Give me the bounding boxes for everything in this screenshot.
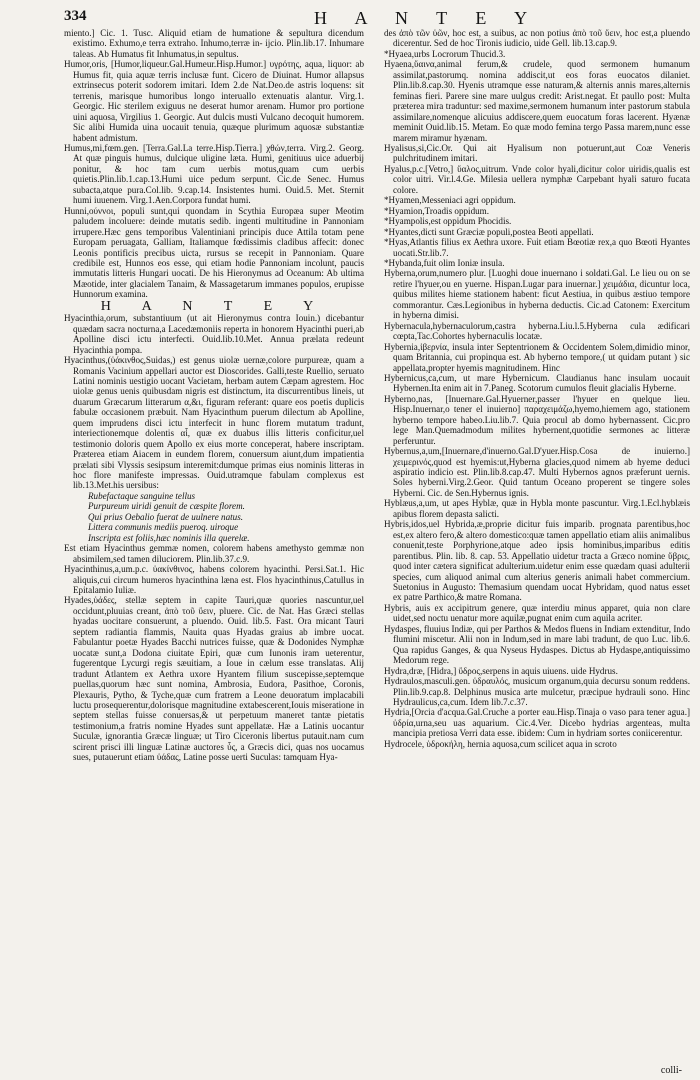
dictionary-entry: Humus,mi,fœm.gen. [Terra.Gal.La terre.Hisp.Tierra.] χθών,terra. Virg.2. Georg. At quæ pinguis humus, dulcique uligine læta. Humi, genitiuus uice aduerbij ponitur, & hoc tam cum uerbis motus,quam cum uerbis quietis.Plin.lib.1.cap.13.Humi uice pedum serpunt. Cic.de Senec. Humus subacta,atque pura.Col.lib. 9.cap.14. Insistentes humi. Ouid.5. Met. Sternit humi iuuenem. Virg.1.Aen.Corpora fundat humi.	[64, 142, 364, 206]
dictionary-entry: Hunni,ούννοι, populi sunt,qui quondam in Scythia Europæa super Meotim paludem incoluere: deinde mutatis sedib. ingenti multitudine in Pannoniam irrupere.Hæc gens temporibus Valentiniani principis duce Attila totam pene Europam peruagata, Galliam, Italiamque fœdissimis cladibus affecit: donec Leonis pontificis precibus uicta, rursus se recepit in Pannoniam. Quare credibile est, Hunnos eos esse, qui etiam hodie Pannoniam incolunt, paucis immutatis litteris Hungari uocati. De his Hieronymus ad Oceanum: Ab ultima Mæotide, inter glacialem Tanaim, & Massagetarum immanes populos, erupisse Hunnorum examina.	[64, 205, 364, 300]
dictionary-entry: Hyacinthia,orum, substantiuum (ut ait Hieronymus contra Iouin.) dicebantur quædam sacra nocturna,a Lacedæmoniis reperta in honorem Hyacinthi pueri,ab Apolline disci ictu interfecti. Ouid.lib.10.Met. Annua prælata redeunt Hyacinthia pompa.	[64, 313, 364, 355]
dictionary-entry: Hyalus,p.c.[Vetro,] ὕαλος,uitrum. Vnde color hyali,dicitur color uiridis,qualis est color uitri. Vir.l.4.Ge. Milesia uellera nymphæ Carpebant hyali saturo fucata colore.	[384, 163, 690, 195]
dictionary-entry: Hydrocele, ὑδροκήλη, hernia aquosa,cum scilicet aqua in scroto	[384, 738, 617, 749]
dictionary-entry: Hydaspes, fluuius Indiæ, qui per Parthos & Medos fluens in Indiam extenditur, Indo flumini miscetur. Alii non in Indum,sed in mare labi tradunt, de quo Luc. lib.6. Qua rapidus Ganges, & qua Nyseus Hydaspes. Dictus ab Hydaspe,antiquissimo Medorum rege.	[384, 623, 691, 666]
dictionary-entry: Hybernia,ἱβερνία, insula inter Septentrionem & Occidentem Solem,dimidio minor, quam Britannia, cui propinqua est. Ab hyberno tempore,( ut quidam putant ) sic appellata,propter hyemis magnitudinem. Hinc	[384, 341, 690, 373]
dictionary-entry: *Hyampolis,est oppidum Phocidis.	[384, 216, 512, 227]
dictionary-entry: *Hyaea,urbs Locrorum Thucid.3.	[384, 48, 506, 59]
dictionary-entry: *Hyantes,dicti sunt Græciæ populi,postea Beoti appellati.	[384, 226, 594, 237]
section-heading: H A N T E Y	[100, 298, 328, 314]
dictionary-entry: Hyberna,orum,numero plur. [Luoghi doue inuernano i soldati.Gal. Le lieu ou on se retire l'hyuer,ou en yuerne. Hispan.Lugar para inuernar.] χειμάδια, dicuntur loca, quibus milites hieme stationem habent: ficut Aestiua, in quibus æstiuo tempore commorantur. Cæs.Legionibus in hyberna deductis. Cic.ad Catonem: Exercitum in hyberna dimisi.	[384, 268, 690, 321]
dictionary-entry: Hybernus,a,um,[Inuernare,d'inuerno.Gal.D'yuer.Hisp.Cosa de inuierno.] χειμερινός,quod est hyemis:ut,Hyberna glacies,quod nimem ab hyeme deduci aspiratio indicio est. Plin.lib.8.cap.47. Multi Hybernos agnos præferunt uernis. Soles hyberni.Virg.2.Geor. Quid tantum Oceano properent se tingere soles Hyberni. Cic. de Sen.Hybernus ignis.	[384, 446, 690, 498]
running-head: H A N T E Y	[314, 8, 540, 28]
dictionary-entry: Hydraulos,masculi.gen. ὑδραυλός, musicum organum,quia decursu sonum reddens. Plin.lib.9.cap.8. Delphinus musica arte mulcetur, præcipue hydrauli sono. Hinc Hydraulicus,ca,cum. Idem lib.7.c.37.	[384, 676, 690, 707]
entry-continuation: des ἀπὸ τῶν ὑῶν, hoc est, a suibus, ac non potius ἀπὸ τοῦ ὕειν, hoc est,a pluendo dicerentur. Sed de hoc Tironis iudicio, uide Gell. lib.13.cap.9.	[384, 28, 690, 49]
dictionary-entry: Hydria,[Orcia d'acqua.Gal.Cruche a porter eau.Hisp.Tinaja o vaso para tener agua.] ὑδρία,urna,seu uas aquarium. Cic.4.Ver. Dicebo hydrias argenteas, multa mancipia pretiosa Verri data esse. ibidem: Cum in hydriam sortes coniicerentur.	[384, 707, 690, 739]
dictionary-entry: Hyalisus,si,Cic.Or. Qui ait Hyalisum non potuerunt,aut Coæ Veneris pulchritudinem imitari.	[384, 142, 690, 164]
dictionary-entry: Hybris,idos,uel Hybrida,æ,proprie dicitur fuis imparib. prognata parentibus,hoc est,ex altero fero,& altero domestico:quæ tamen appellatio etiam aliis animalibus conuenit,teste Porphyrione,atque adeo ipsis hominibus,imparibus editis parentibus. Plin. lib. 8. cap. 53. Appellatio uidetur tracta a Græco nomine ὕβρις, quod inter cætera significat adulterium.uidetur enim esse quædam quasi adulterii species, cum aliquod animal cum alterius generis animali habet commercium. Suetonius in Augusto: Themasium quendam uocat Hybridam, quod natus esset ex patre Parthico,& matre Romana.	[384, 519, 690, 603]
dictionary-entry: Hydra,dræ, [Hidra,] ὕδρος,serpens in aquis uiuens. uide Hydrus.	[384, 665, 618, 676]
dictionary-entry: Hybernicus,ca,cum, ut mare Hybernicum. Claudianus hanc insulam uocauit Hybernen.Ita enim ait in 7.Paneg. Scotorum cumulos fleuit glacialis Hyberne.	[384, 372, 690, 394]
dictionary-entry: Hyacinthus,(ὑάκινθος,Suidas,) est genus uiolæ uernæ,colore purpureæ, quam a Romanis Vacinium appellari auctor est Dioscorides. Galli,teste Ruellio, seruato Latini nominis uestigio uocant Vacietam, herbam autem Cæpam agrestem. Hoc uiolæ genus uenis quibusdam nigris est distinctum, ita discurrentibus lineis, ut duarum Græcarum litterarum α,&ι, figuram referant: quare eos poetis duplicis fabulæ occasionem præbuit. Nam Hyacinthum puerum dilectum ab Apolline, quem imprudens disci ictu interfecit in hunc florem mutatum tradunt, interiectionemque dolentis αἶ, quæ ex duabus illis litteris conficitur,uel testimonio doloris quem Apollo ex eius morte conceperat, habere inscriptam. Præterea etiam Aiacem in eundem florem, conuersum aiunt,dum impatientia prælati sibi Vlyssis sesipsum interemit:dumque primas eius nominis litteras in hoc flore manifeste impressas. Ouid.utramque fabulam complexus est lib.13.Met.his uersibus:	[64, 355, 364, 491]
catchword: colli-	[660, 1065, 682, 1076]
dictionary-entry: Hyades,ὑάδες, stellæ septem in capite Tauri,quæ quories nascuntur,uel occidunt,pluuias creant, ἀπὸ τοῦ ὕειν, pluere. Cic. de Nat. Has Græci stellas hyadas uocitare consuerunt, a pluendo. Ouid. lib.5. Fast. Ora micant Tauri septem radiantia flammis, Nauita quas Hyadas graius ab imbre uocat. Fabulantur poetæ Hyades Bacchi nutrices fuisse, quæ & Dodonides Nymphæ uocatæ sunt,a Dodona ciuitate Epiri, quæ cum Iunonis iram ueterentur, fugerentque Lycurgi regis sæuitiam, a Ioue in cælum esse translatas. Alij tradunt Atlantem ex Aethra uxore Hyantem filium suscepisse,septemque puellas,quorum hæc sunt nomina, Ambrosia, Eudora, Pasithoe, Coronis, Plexauris, Pytho, & Tyche,quæ cum fratrem a Leone deuoratum implacabili luctu prosequerentur,dolorisque magnitudine extabescerent,Iouis miseratione in septem stellas fuisse conuersas,& ut perpetuum maneret tantæ pietatis testimonium,a fratris nomine Hyades sunt appellatæ. Hæ a Latinis uocantur Suculæ, ignorantia Græcæ linguæ; ut Tiro Ciceronis libertus putauit.nam cum scirent prisci illi linguæ Latinæ auctores ὗς, a Græcis dici, quas nos uocamus sues, putauerunt etiam ὑάδας, Latine posse uerti Suculas: tamquam Hya-	[64, 595, 364, 763]
verse-line: Purpureum uiridi genuit de cæspite florem.	[88, 501, 245, 512]
verse-line: Rubefactaque sanguine tellus	[88, 490, 196, 501]
dictionary-entry: Hyacinthinus,a,um.p.c. ὑακίνθινος, habens colorem hyacinthi. Persi.Sat.1. Hic aliquis,cui circum humeros hyacinthina læna est. Flos hyacinthinus,Catullus in Epitalamio Iuliæ.	[64, 564, 364, 596]
dictionary-entry: Hyaena,ὕαινα,animal ferum,& crudele, quod sermonem humanum assimilat,pastorumq. nomina addiscit,ut eos foras euocatos dilaniet. Plin.lib.8.cap.30. Hyenis utramque esse naturam,& alternis annis mares,alternis feminas fieri. Parere sine mare uulgus credit: Arist.negat. Et paullo post: Multa præterea mira traduntur: sed maxime,sermonem humanum inter pastorum stabula assimilare,nomenque alicuius addiscere,quem euocatum foras lacerent. Hyænæ meminit Ouid.lib.15. Metam. Eo quæ modo femina tergo Passa marem,nunc esse marem miramur hyænam.	[384, 59, 690, 143]
dictionary-entry: *Hyas,Atlantis filius ex Aethra uxore. Fuit etiam Bœotiæ rex,a quo Bœoti Hyantes uocati.Str.lib.7.	[384, 237, 690, 258]
dictionary-entry: Est etiam Hyacinthus gemmæ nomen, colorem habens amethysto gemmæ non absimilem,sed tamen diluciorem. Plin.lib.37.c.9.	[64, 543, 364, 564]
dictionary-entry: Hyblæus,a,um, ut apes Hyblæ, quæ in Hybla monte pascuntur. Virg.1.Ecl.hyblæis apibus florem depasta salicti.	[384, 498, 690, 519]
dictionary-entry: Hybernacula,hybernaculorum,castra hyberna.Liu.l.5.Hyberna cula ædificari cœpta,Tac.Cohortes hybernaculis locatæ.	[384, 320, 690, 342]
dictionary-entry: Humor,oris, [Humor,liqueur.Gal.Humeur.Hisp.Humor.] υγρότης, aqua, liquor: ab Humus fit, quia aquæ terris inclusæ funt. Cicero de Diuinat. Humor allapsus extrinsecus poterit sodorem imitari. Idem 2.de Nat.Deo.de astris loquens: sit terrenis, marisque humoribus longo interuallo extenuatis alantur. Virg.1. Georgic. Hic sterilem exiguus ne deserat humor arenam. Humor pro portione uini aquosa, Virgilius 1. Georgic. Aut dulcis musti Vulcano decoquit humorem. Sic alibi Humida uina uocauit tenuia, quæque plurimum aquosæ substantiæ habent admistum.	[64, 59, 364, 143]
verse-line: Qui prius Oebalio fuerat de uulnere natus.	[88, 511, 244, 522]
dictionary-entry: Hybris, auis ex accipitrum genere, quæ interdiu minus apparet, quia non clare uidet,sed noctu uenatur more aquilæ,pugnat enim cum aquila acriter.	[384, 602, 690, 624]
verse-line: Littera communis mediis pueroq. uiroque	[88, 522, 239, 533]
right-column	[384, 28, 690, 749]
dictionary-entry: *Hybanda,fuit olim Ioniæ insula.	[384, 257, 505, 268]
dictionary-entry: *Hyamion,Troadis oppidum.	[384, 205, 490, 216]
left-column	[64, 28, 364, 763]
page-number: 334	[64, 8, 87, 24]
dictionary-entry: Hyberno,nas, [Inuernare.Gal.Hyuerner,passer l'hyuer en quelque lieu. Hisp.Inuernar,o tener el inuierno] παραχειμάζω,hyemo,hiemem ago, stationem hyberno tempore habeo.Liu.lib.7. Quia procul ab domo hybernassent. Cic.pro lege Man.Quemadmodum milites hybernent,quotidie sermones ac litteræ perferuntur.	[384, 393, 690, 446]
page-header	[64, 8, 684, 30]
verse-line: Inscripta est foliis,hæc nominis illa querelæ.	[88, 532, 250, 543]
entry-continuation: miento.] Cic. 1. Tusc. Aliquid etiam de humatione & sepultura dicendum existimo. Exhumo,e terra extraho. Inhumo,terræ in- ijcio. Plin.lib.17. Inhumare taleas. Ab Humatus fit Inhumatus,in sepultus.	[64, 28, 364, 59]
dictionary-entry: *Hyamen,Messeniaci agri oppidum.	[384, 195, 516, 206]
